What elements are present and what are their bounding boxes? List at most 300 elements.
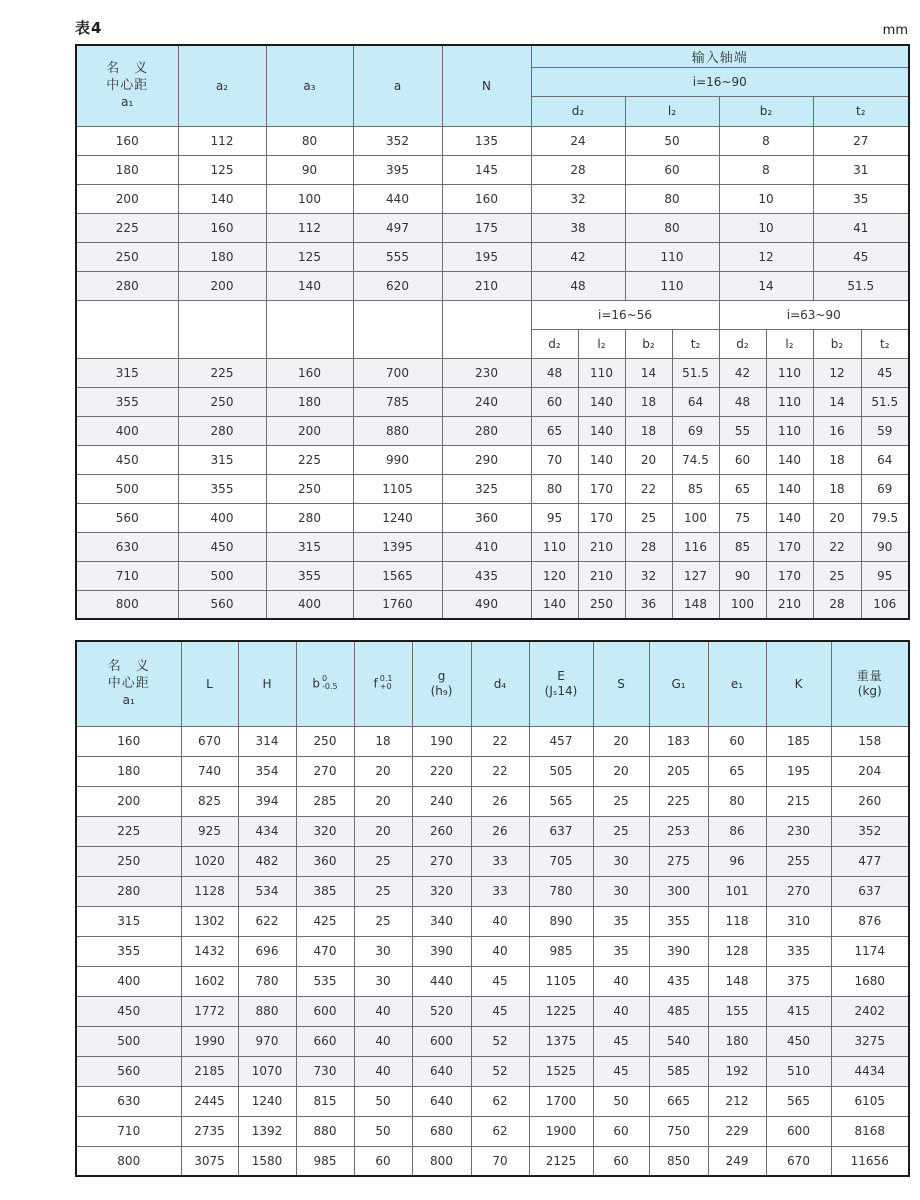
table-cell: 4434 [831,1056,909,1086]
table-cell: 390 [412,936,471,966]
header-d2: d₂ [719,329,766,358]
table-cell: 80 [531,474,578,503]
table-row [76,561,909,590]
header-b2: b₂ [625,329,672,358]
header-l2: l₂ [578,329,625,358]
table-cell: 25 [813,561,861,590]
header-b2: b₂ [719,96,813,126]
table-cell: 240 [412,786,471,816]
table-cell: 985 [529,936,593,966]
table-cell: 640 [412,1056,471,1086]
blank-cell [178,300,266,358]
header-ratio-range-low: i=16~56 [531,300,719,329]
table-cell: 160 [266,358,353,387]
table-cell: 505 [529,756,593,786]
table-row [76,416,909,445]
table-cell: 26 [471,816,529,846]
table-cell: 140 [266,271,353,300]
table-cell: 925 [181,816,238,846]
table-cell: 395 [353,155,442,184]
table-cell: 800 [76,1146,181,1176]
table-cell: 970 [238,1026,296,1056]
table-cell: 1680 [831,966,909,996]
table-cell: 158 [831,726,909,756]
table-cell: 425 [296,906,354,936]
table-cell: 170 [578,474,625,503]
header-S: S [593,641,649,726]
table-cell: 400 [178,503,266,532]
header-nominal-center-distance [76,641,181,726]
table-cell: 250 [296,726,354,756]
table-cell: 160 [76,126,178,155]
table-cell: 22 [471,756,529,786]
table-cell: 490 [442,590,531,619]
table-cell: 200 [76,184,178,213]
table-cell: 230 [766,816,831,846]
table-cell: 140 [578,416,625,445]
title-bar [75,12,908,38]
table-cell: 180 [76,155,178,184]
table-cell: 250 [266,474,353,503]
table-cell: 205 [649,756,708,786]
header-d4: d₄ [471,641,529,726]
table-cell: 270 [766,876,831,906]
table-cell: 20 [593,726,649,756]
table-cell: 100 [266,184,353,213]
table-row [76,876,909,906]
table-cell: 35 [593,906,649,936]
table-cell: 210 [766,590,813,619]
table-cell: 785 [353,387,442,416]
table-cell: 40 [354,996,412,1026]
table-cell: 280 [76,876,181,906]
table2-rows [76,726,909,1176]
table-cell: 32 [625,561,672,590]
header-L: L [181,641,238,726]
table-cell: 1225 [529,996,593,1026]
table-cell: 560 [178,590,266,619]
table-cell: 45 [593,1056,649,1086]
table-cell: 116 [672,532,719,561]
table-cell: 14 [625,358,672,387]
header-E [529,641,593,726]
table-row [76,155,909,184]
table-cell: 64 [861,445,909,474]
table-cell: 394 [238,786,296,816]
table-cell: 315 [266,532,353,561]
table-cell: 101 [708,876,766,906]
table-cell: 60 [593,1116,649,1146]
table-cell: 780 [529,876,593,906]
table-cell: 60 [531,387,578,416]
table-cell: 825 [181,786,238,816]
table-cell: 665 [649,1086,708,1116]
table-cell: 40 [354,1026,412,1056]
header-d2: d₂ [531,329,578,358]
symbol-base: b [312,676,320,691]
table-cell: 225 [76,213,178,242]
table-cell: 55 [719,416,766,445]
header-H: H [238,641,296,726]
table-cell: 36 [625,590,672,619]
table-cell: 315 [76,358,178,387]
table-cell: 670 [181,726,238,756]
table-cell: 60 [625,155,719,184]
table-cell: 1772 [181,996,238,1026]
table-cell: 148 [708,966,766,996]
table-cell: 2402 [831,996,909,1026]
table-cell: 96 [708,846,766,876]
table-cell: 106 [861,590,909,619]
table-cell: 20 [354,816,412,846]
table1-upper-rows [76,126,909,300]
table-cell: 565 [766,1086,831,1116]
table-cell: 140 [766,503,813,532]
table-row [76,184,909,213]
table-cell: 69 [861,474,909,503]
header-line: (Jₛ14) [544,683,578,698]
table-row [76,358,909,387]
table-row [76,532,909,561]
table-cell: 30 [354,966,412,996]
table-cell: 325 [442,474,531,503]
header-e1: e₁ [708,641,766,726]
table-row [76,966,909,996]
table-cell: 275 [649,846,708,876]
table-cell: 20 [354,756,412,786]
table-cell: 3075 [181,1146,238,1176]
table-cell: 335 [766,936,831,966]
table-cell: 535 [296,966,354,996]
table-cell: 10 [719,184,813,213]
table-cell: 145 [442,155,531,184]
unit-label: mm [882,23,908,38]
table-cell: 260 [412,816,471,846]
tolerance-upper: 0 [322,673,328,683]
table-cell: 520 [412,996,471,1026]
table-cell: 60 [708,726,766,756]
table-cell: 180 [266,387,353,416]
table-cell: 45 [471,966,529,996]
header-f-tolerance [354,641,412,726]
table-cell: 210 [578,561,625,590]
table-cell: 204 [831,756,909,786]
table-cell: 60 [354,1146,412,1176]
header-ratio-range-all: i=16~90 [531,67,909,96]
table-cell: 35 [593,936,649,966]
table-cell: 440 [412,966,471,996]
table-cell: 30 [593,876,649,906]
table-cell: 314 [238,726,296,756]
table-cell: 40 [354,1056,412,1086]
table-cell: 90 [861,532,909,561]
table-cell: 20 [625,445,672,474]
header-N: N [442,45,531,126]
table-row [76,786,909,816]
table-cell: 450 [76,996,181,1026]
table-cell: 110 [578,358,625,387]
table-cell: 170 [766,532,813,561]
table-row [76,846,909,876]
table-cell: 1580 [238,1146,296,1176]
table-row [76,1116,909,1146]
table-cell: 355 [76,387,178,416]
table-cell: 477 [831,846,909,876]
table-cell: 18 [625,387,672,416]
table-cell: 740 [181,756,238,786]
table-cell: 45 [593,1026,649,1056]
table-cell: 249 [708,1146,766,1176]
table-cell: 52 [471,1026,529,1056]
table-cell: 40 [471,936,529,966]
table-cell: 22 [471,726,529,756]
table-cell: 400 [76,416,178,445]
table-cell: 985 [296,1146,354,1176]
table-cell: 28 [531,155,625,184]
header-line: a₁ [121,95,134,110]
table-cell: 64 [672,387,719,416]
header-b2: b₂ [813,329,861,358]
table-cell: 16 [813,416,861,445]
table-cell: 620 [353,271,442,300]
table-cell: 500 [178,561,266,590]
table-cell: 18 [625,416,672,445]
table-cell: 85 [672,474,719,503]
table-cell: 20 [593,756,649,786]
table-cell: 470 [296,936,354,966]
table-cell: 125 [178,155,266,184]
header-t2: t₂ [813,96,909,126]
table-cell: 65 [708,756,766,786]
table-cell: 880 [353,416,442,445]
table-cell: 30 [354,936,412,966]
table-cell: 1565 [353,561,442,590]
table-cell: 1602 [181,966,238,996]
table-cell: 450 [76,445,178,474]
table-cell: 315 [178,445,266,474]
table-cell: 8 [719,126,813,155]
table-cell: 700 [353,358,442,387]
table-cell: 890 [529,906,593,936]
table-cell: 300 [649,876,708,906]
table-cell: 48 [531,358,578,387]
table-cell: 375 [766,966,831,996]
header-d2: d₂ [531,96,625,126]
table-cell: 50 [354,1116,412,1146]
table-cell: 1302 [181,906,238,936]
table-cell: 120 [531,561,578,590]
table-cell: 50 [593,1086,649,1116]
table-cell: 183 [649,726,708,756]
blank-cell [76,300,178,358]
table-cell: 6105 [831,1086,909,1116]
table-cell: 25 [593,816,649,846]
table-cell: 1760 [353,590,442,619]
table-cell: 140 [578,445,625,474]
table-cell: 80 [625,213,719,242]
table-cell: 385 [296,876,354,906]
table-cell: 440 [353,184,442,213]
table-cell: 876 [831,906,909,936]
table-cell: 45 [813,242,909,271]
table-cell: 360 [296,846,354,876]
table-cell: 1700 [529,1086,593,1116]
table-cell: 730 [296,1056,354,1086]
table-cell: 26 [471,786,529,816]
table-cell: 255 [766,846,831,876]
table-cell: 310 [766,906,831,936]
table-cell: 225 [266,445,353,474]
header-line: E [557,668,565,683]
table-cell: 2735 [181,1116,238,1146]
table-cell: 175 [442,213,531,242]
table-cell: 95 [531,503,578,532]
table-cell: 18 [813,474,861,503]
table-cell: 250 [76,846,181,876]
table-cell: 45 [471,996,529,1026]
table-row [76,1056,909,1086]
table-cell: 8168 [831,1116,909,1146]
table-cell: 215 [766,786,831,816]
table-cell: 40 [471,906,529,936]
header-line: g [437,668,446,683]
header-l2: l₂ [625,96,719,126]
header-line: 名 义 [106,61,149,77]
table-cell: 160 [76,726,181,756]
table-cell: 12 [813,358,861,387]
table-cell: 815 [296,1086,354,1116]
table-cell: 62 [471,1116,529,1146]
table-cell: 1174 [831,936,909,966]
table-cell: 79.5 [861,503,909,532]
table-cell: 51.5 [672,358,719,387]
table-cell: 70 [471,1146,529,1176]
table-cell: 354 [238,756,296,786]
table-cell: 637 [529,816,593,846]
table-cell: 800 [412,1146,471,1176]
table-cell: 24 [531,126,625,155]
table-cell: 2445 [181,1086,238,1116]
table-cell: 110 [625,271,719,300]
table-cell: 140 [531,590,578,619]
table-cell: 3275 [831,1026,909,1056]
table-cell: 229 [708,1116,766,1146]
table-cell: 696 [238,936,296,966]
header-line: 中心距 [106,78,149,94]
table-cell: 170 [578,503,625,532]
table-cell: 285 [296,786,354,816]
header-weight [831,641,909,726]
table-cell: 110 [531,532,578,561]
table-cell: 750 [649,1116,708,1146]
table-row [76,996,909,1026]
table-cell: 225 [76,816,181,846]
table-cell: 435 [649,966,708,996]
table-cell: 185 [766,726,831,756]
table-row [76,387,909,416]
symbol-base: f [373,676,378,691]
table-cell: 135 [442,126,531,155]
table-cell: 80 [708,786,766,816]
table-cell: 33 [471,876,529,906]
table-cell: 25 [593,786,649,816]
table-cell: 80 [625,184,719,213]
header-a2: a₂ [178,45,266,126]
table-row [76,756,909,786]
table-cell: 90 [719,561,766,590]
table-cell: 260 [831,786,909,816]
table-cell: 1240 [353,503,442,532]
table-cell: 850 [649,1146,708,1176]
table-cell: 280 [442,416,531,445]
header-line: a₁ [122,693,135,708]
table-cell: 180 [178,242,266,271]
table-cell: 14 [813,387,861,416]
table-cell: 250 [578,590,625,619]
table-row [76,1026,909,1056]
header-t2: t₂ [861,329,909,358]
table-cell: 48 [531,271,625,300]
table-cell: 225 [649,786,708,816]
table-row [76,271,909,300]
table-cell: 352 [831,816,909,846]
table-cell: 670 [766,1146,831,1176]
table-cell: 320 [296,816,354,846]
table-cell: 630 [76,1086,181,1116]
table-cell: 660 [296,1026,354,1056]
table-cell: 340 [412,906,471,936]
table-cell: 18 [813,445,861,474]
table-cell: 52 [471,1056,529,1086]
table-cell: 800 [76,590,178,619]
table-cell: 1900 [529,1116,593,1146]
table1-mid-header-band [76,300,909,358]
table-cell: 250 [76,242,178,271]
table-cell: 2185 [181,1056,238,1086]
table-cell: 210 [442,271,531,300]
table-cell: 85 [719,532,766,561]
table-cell: 290 [442,445,531,474]
tolerance-lower: -0.5 [322,681,338,691]
table-cell: 35 [813,184,909,213]
table-cell: 110 [766,387,813,416]
header-t2: t₂ [672,329,719,358]
table-cell: 500 [76,1026,181,1056]
table-cell: 112 [178,126,266,155]
dimension-table-2 [75,640,910,1177]
table-cell: 1070 [238,1056,296,1086]
table-cell: 80 [266,126,353,155]
table-cell: 70 [531,445,578,474]
header-ratio-range-high: i=63~90 [719,300,909,329]
table-cell: 390 [649,936,708,966]
table-row [76,126,909,155]
table-cell: 400 [266,590,353,619]
table-cell: 355 [178,474,266,503]
table-cell: 140 [766,445,813,474]
table-cell: 140 [178,184,266,213]
table-cell: 62 [471,1086,529,1116]
table-cell: 600 [412,1026,471,1056]
table-cell: 482 [238,846,296,876]
table-cell: 48 [719,387,766,416]
table-cell: 65 [719,474,766,503]
table-cell: 40 [593,966,649,996]
table-cell: 1105 [353,474,442,503]
table-cell: 50 [354,1086,412,1116]
table-cell: 195 [766,756,831,786]
table-cell: 50 [625,126,719,155]
